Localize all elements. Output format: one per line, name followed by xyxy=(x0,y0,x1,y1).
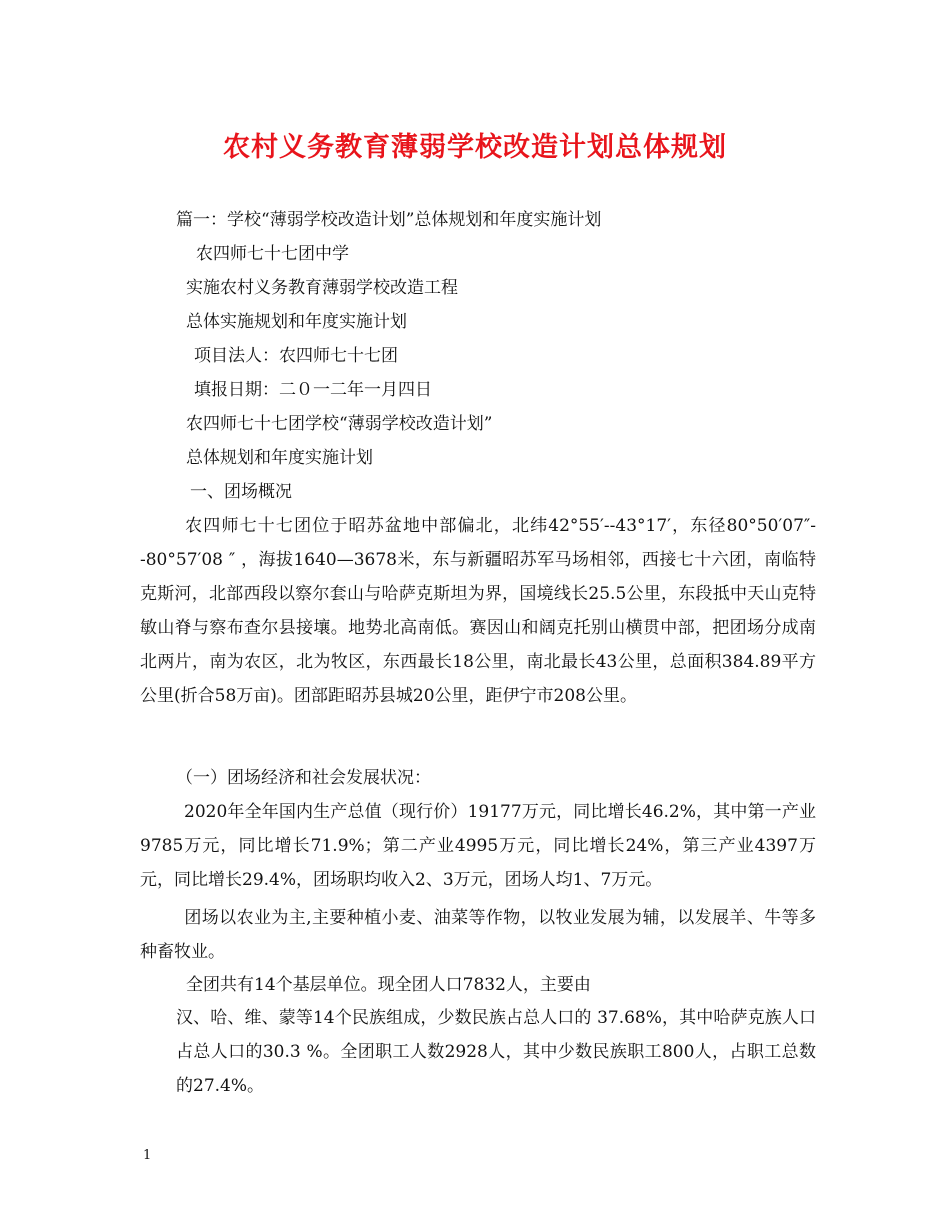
header-line-legal-person: 项目法人：农四师七十七团 xyxy=(194,346,398,366)
subheading-economy: （一）团场经济和社会发展状况： xyxy=(176,768,431,788)
paragraph-economy-text: 2020年全年国内生产总值（现行价）19177万元，同比增长46.2%，其中第一产业9785万元，同比增长71.9%；第二产业4995万元，同比增长24%，第三产业4397万元，同比增长29.4%，团场职均收入2、3万元，团场人均1、7万元。 xyxy=(140,802,816,890)
header-line-article: 篇一：学校“薄弱学校改造计划”总体规划和年度实施计划 xyxy=(176,210,602,230)
paragraph-economy xyxy=(140,795,816,897)
header-line-plan: 总体实施规划和年度实施计划 xyxy=(186,312,407,332)
header-line-project: 实施农村义务教育薄弱学校改造工程 xyxy=(186,278,458,298)
paragraph-agriculture xyxy=(140,901,816,969)
paragraph-population xyxy=(176,1001,816,1103)
header-line-school: 农四师七十七团中学 xyxy=(196,244,349,264)
paragraph-overview xyxy=(140,509,816,713)
section-heading-overview: 一、团场概况 xyxy=(190,482,292,502)
paragraph-population-text: 汉、哈、维、蒙等14个民族组成，少数民族占总人口的 37.68%，其中哈萨克族人口占总人口的30.3 %。全团职工人数2928人，其中少数民族职工800人，占职工总数的27.4%。 xyxy=(176,1008,816,1096)
paragraph-agriculture-text: 团场以农业为主,主要种植小麦、油菜等作物，以牧业发展为辅，以发展羊、牛等多种畜牧业。 xyxy=(140,908,816,962)
document-title: 农村义务教育薄弱学校改造计划总体规划 xyxy=(223,132,727,163)
header-line-date: 填报日期：二０一二年一月四日 xyxy=(194,380,432,400)
page-number: 1 xyxy=(143,1148,152,1163)
paragraph-overview-text: 农四师七十七团位于昭苏盆地中部偏北，北纬42°55′--43°17′，东径80°50′07″--80°57′08 ″ ，海拔1640—3678米，东与新疆昭苏军马场相邻，西接七十六团，南临特克斯河，北部西段以察尔套山与哈萨克斯坦为界，国境线长25.5公里，东段抵中天山克特敏山脊与察布查尔县接壤。地势北高南低。赛因山和阔克托别山横贯中部，把团场分成南北两片，南为农区，北为牧区，东西最长18公里，南北最长43公里，总面积384.89平方公里(折合58万亩)。团部距昭苏县城20公里，距伊宁市208公里。 xyxy=(140,516,816,706)
header-line-annual-plan: 总体规划和年度实施计划 xyxy=(186,448,373,468)
population-line: 全团共有14个基层单位。现全团人口7832人，主要由 xyxy=(186,975,591,995)
header-line-school-plan: 农四师七十七团学校“薄弱学校改造计划” xyxy=(186,414,493,434)
